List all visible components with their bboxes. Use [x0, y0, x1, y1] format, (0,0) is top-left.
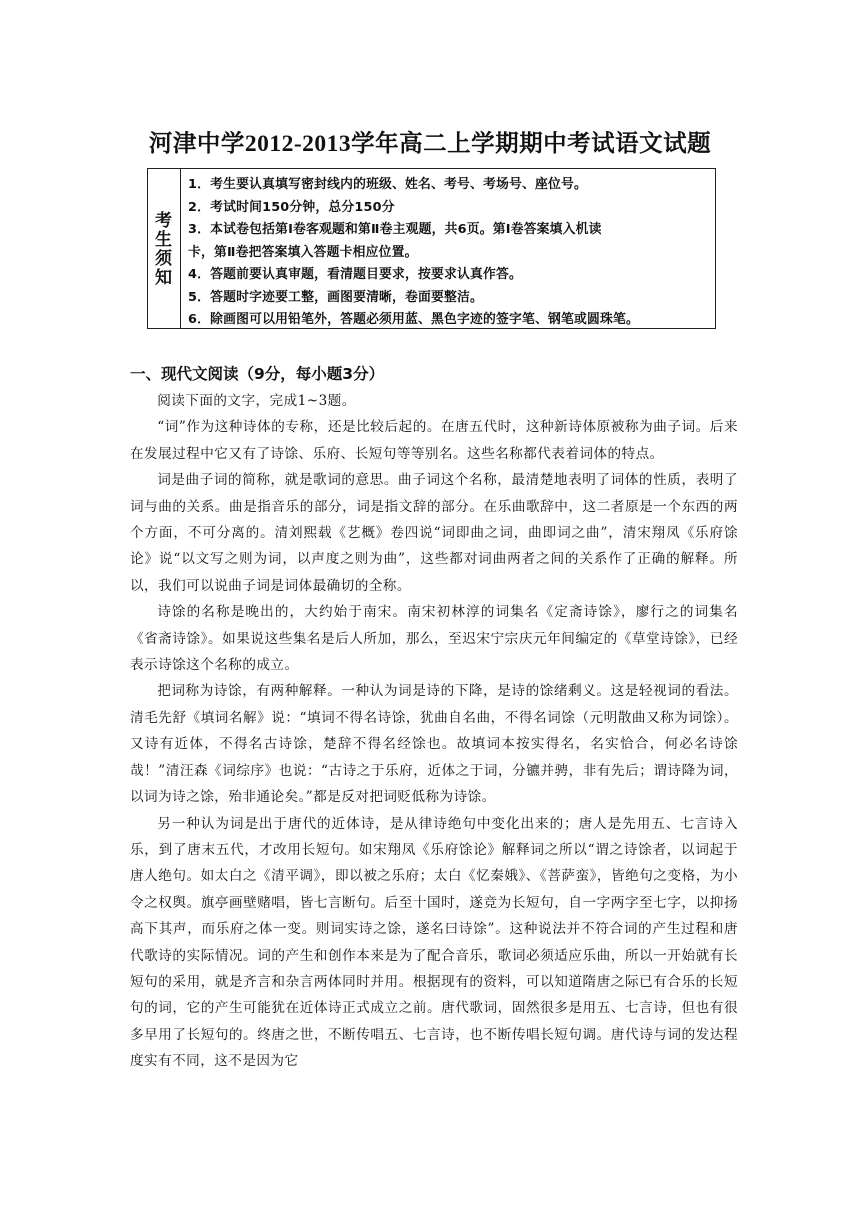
candidate-notice-box — [147, 168, 716, 329]
section-heading: 一、现代文阅读（9分，每小题3分） — [130, 365, 385, 383]
passage-paragraph: 词是曲子词的简称，就是歌词的意思。曲子词这个名称，最清楚地表明了词体的性质，表明了词与曲的关系。曲是指音乐的部分，词是指文辞的部分。在乐曲歌辞中，这二者原是一个东西的两个方面，不可分离的。清刘熙载《艺概》卷四说“词即曲之词，曲即词之曲”，清宋翔凤《乐府馀论》说“以文写之则为词，以声度之则为曲”，这些都对词曲两者之间的关系作了正确的解释。所以，我们可以说曲子词是词体最确切的全称。 — [130, 472, 738, 594]
notice-label-cell — [148, 169, 181, 328]
notice-item: 3．本试卷包括第Ⅰ卷客观题和第Ⅱ卷主观题，共6页。第Ⅰ卷答案填入机读 — [188, 222, 602, 237]
notice-item: 5．答题时字迹要工整，画图要清晰，卷面要整洁。 — [188, 289, 484, 305]
notice-item: 2．考试时间150分钟，总分150分 — [188, 199, 395, 215]
notice-item: 卡，第Ⅱ卷把答案填入答题卡相应位置。 — [188, 244, 418, 260]
reading-passage — [130, 388, 738, 1075]
notice-items — [181, 169, 715, 328]
notice-item: 6．除画图可以用铅笔外，答题必须用蓝、黑色字迹的签字笔、钢笔或圆珠笔。 — [188, 312, 639, 327]
passage-paragraph: 把词称为诗馀，有两种解释。一种认为词是诗的下降，是诗的馀绪剩义。这是轻视词的看法。清毛先舒《填词名解》说：“填词不得名诗馀，犹曲自名曲，不得名词馀（元明散曲又称为词馀）。又诗有近体，不得名古诗馀，楚辞不得名经馀也。故填词本按实得名，名实恰合，何必名诗馀哉！”清汪森《词综序》也说：“古诗之于乐府，近体之于词，分镳并骋，非有先后；谓诗降为词，以词为诗之馀，殆非通论矣。”都是反对把词贬低称为诗馀。 — [130, 683, 738, 806]
notice-item: 1．考生要认真填写密封线内的班级、姓名、考号、考场号、座位号。 — [188, 177, 588, 192]
passage-paragraph: “词”作为这种诗体的专称，还是比较后起的。在唐五代时，这种新诗体原被称为曲子词。后来在发展过程中它又有了诗馀、乐府、长短句等等别名。这些名称都代表着词体的特点。 — [130, 419, 738, 462]
passage-paragraph: 另一种认为词是出于唐代的近体诗，是从律诗绝句中变化出来的；唐人是先用五、七言诗入乐，到了唐末五代，才改用长短句。如宋翔凤《乐府馀论》解释词之所以“谓之诗馀者，以词起于唐人绝句。如太白之《清平调》，即以被之乐府；太白《忆秦娥》、《菩萨蛮》，皆绝句之变格，为小令之权舆。旗亭画壁赌唱，皆七言断句。后至十国时，遂竞为长短句，自一字两字至七字，以抑扬高下其声，而乐府之体一变。则词实诗之馀，遂名曰诗馀”。这种说法并不符合词的产生过程和唐代歌诗的实际情况。词的产生和创作本来是为了配合音乐，歌词必须适应乐曲，所以一开始就有长短句的采用，就是齐言和杂言两体同时并用。根据现有的资料，可以知道隋唐之际已有合乐的长短句的词，它的产生可能犹在近体诗正式成立之前。唐代歌词，固然很多是用五、七言诗，但也有很多早用了长短句的。终唐之世，不断传唱五、七言诗，也不断传唱长短句调。唐代诗与词的发达程度实有不同，这不是因为它 — [130, 815, 738, 1070]
instruction-text: 阅读下面的文字，完成1~3题。 — [157, 393, 356, 409]
notice-item: 4．答题前要认真审题，看清题目要求，按要求认真作答。 — [188, 267, 523, 282]
passage-paragraph: 诗馀的名称是晚出的，大约始于南宋。南宋初林淳的词集名《定斋诗馀》，廖行之的词集名《省斋诗馀》。如果说这些集名是后人所加，那么，至迟宋宁宗庆元年间编定的《草堂诗馀》，已经表示诗馀这个名称的成立。 — [130, 604, 738, 674]
notice-label: 考生须知 — [151, 210, 171, 287]
exam-title: 河津中学2012-2013学年高二上学期期中考试语文试题 — [148, 131, 712, 157]
